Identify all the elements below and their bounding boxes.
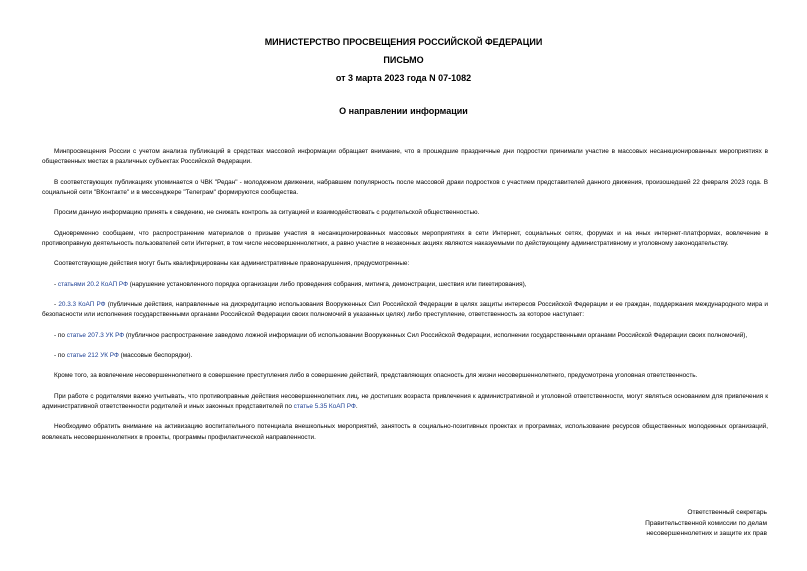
document-date-number: от 3 марта 2023 года N 07-1082	[335, 73, 472, 83]
paragraph-10: Кроме того, за вовлечение несовершеннолетнего в совершение преступления либо в совершение действий, представляющих опасность для жизни несовершеннолетнего, предусмотрена уголовная ответственность.	[54, 372, 698, 380]
paragraph-7-text: (публичные действия, направленные на дискредитацию использования Вооруженных Сил Российской Федерации в целях защиты интересов Российской Федерации и ее граждан, поддержания международного мира и безопасности или исполнения государственными органами Российской Федерации своих полномочий в указанных целях) либо преступление, ответственность за которое наступает:	[42, 300, 768, 319]
paragraph-4: Одновременно сообщаем, что распространение материалов о призыве участия в несанкционированных массовых мероприятиях в сети Интернет, социальных сетях, форумах и на иных интернет-платформах, вовлечение в противоправную деятельность пользователей сети Интернет, в том числе несовершеннолетних, а равно участие в незаконных акциях являются наказуемыми по действующему административному и уголовному законодательству.	[42, 229, 768, 247]
link-uk-207-3[interactable]: статье 207.3 УК РФ	[66, 331, 125, 339]
paragraph-8-text: (публичное распространение заведомо ложной информации об использовании Вооруженных Сил Российской Федерации, исполнении государственными органами Российской Федерации своих полномочий),	[124, 331, 748, 339]
paragraph-1: Минпросвещения России с учетом анализа публикаций в средствах массовой информации обращает внимание, что в прошедшие праздничные дни подростки принимали участие в массовых несанкционированных мероприятиях в общественных местах в различных субъектах Российской Федерации.	[42, 148, 768, 166]
paragraph-9	[42, 351, 768, 361]
link-koap-5-35[interactable]: статье 5.35 КоАП РФ	[293, 402, 356, 410]
paragraph-5: Соответствующие действия могут быть квалифицированы как административные правонарушения, предусмотренные:	[54, 260, 410, 268]
link-koap-20-3-3[interactable]: 20.3.3 КоАП РФ	[58, 300, 106, 308]
signature-block	[467, 508, 767, 540]
paragraph-3: Просим данную информацию принять к сведению, не снижать контроль за ситуацией и взаимодействовать с родительской общественностью.	[54, 209, 480, 217]
list-dash: -	[54, 300, 59, 308]
ministry-title: МИНИСТЕРСТВО ПРОСВЕЩЕНИЯ РОССИЙСКОЙ ФЕДЕРАЦИИ	[264, 37, 543, 47]
list-dash: - по	[54, 351, 67, 359]
signature-line-3: несовершеннолетних и защите их прав	[646, 530, 767, 537]
paragraph-12: Необходимо обратить внимание на активизацию воспитательного потенциала внешкольных мероприятий, занятость в социально-позитивных проектах и программах, использование ресурсов общественных молодежных организаций, вовлекать несовершеннолетних в проекты, программы профилактической направленности.	[42, 423, 768, 441]
list-dash: - по	[54, 331, 67, 339]
link-uk-212[interactable]: статье 212 УК РФ	[66, 351, 119, 359]
document-subject: О направлении информации	[339, 106, 468, 116]
paragraph-11-suffix: .	[355, 402, 358, 410]
paragraph-8	[42, 331, 768, 341]
paragraph-6-text: (нарушение установленного порядка организации либо проведения собрания, митинга, демонстрации, шествия или пикетирования),	[127, 280, 527, 288]
paragraph-9-text: (массовые беспорядки).	[118, 351, 193, 359]
list-dash: -	[54, 280, 58, 288]
paragraph-6	[42, 280, 768, 290]
signature-line-1: Ответственный секретарь	[687, 509, 767, 516]
link-koap-20-2[interactable]: статьями 20.2 КоАП РФ	[57, 280, 128, 288]
paragraph-7	[42, 300, 768, 320]
document-type: ПИСЬМО	[383, 55, 424, 65]
signature-line-2: Правительственной комиссии по делам	[645, 519, 767, 527]
paragraph-11	[42, 392, 768, 412]
document-body	[42, 147, 768, 453]
paragraph-11-text: При работе с родителями важно учитывать, что противоправные действия несовершеннолетних лиц, не достигших возраста привлечения к административной и уголовной ответственности, могут являться основанием для привлечения к административной ответственности родителей и иных законных представителей по	[42, 392, 768, 410]
paragraph-2: В соответствующих публикациях упоминается о ЧВК "Редан" - молодежном движении, набравшем популярность после массовой драки подростков с участием представителей данного движения, произошедшей 22 февраля 2023 года. В социальной сети "ВКонтакте" и в мессенджере "Телеграм" формируются сообщества.	[42, 178, 768, 196]
